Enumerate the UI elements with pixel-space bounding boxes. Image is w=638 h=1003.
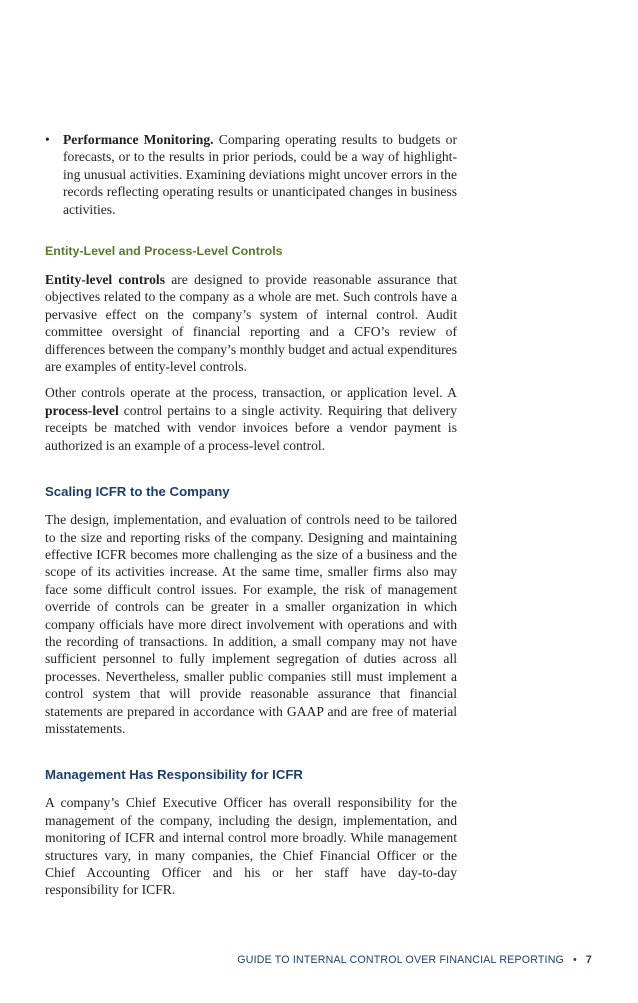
footer-title: GUIDE TO INTERNAL CONTROL OVER FINANCIAL REPORTING xyxy=(237,954,564,966)
paragraph-text: Other controls operate at the process, transaction, or application level. A xyxy=(45,385,457,401)
paragraph-text: control pertains to a single activity. Requiring that delivery receipts be matched with vendor invoices before a vendor payment is authorized is an example of a process-level control. xyxy=(45,402,457,453)
term-entity-level-controls: Entity-level controls xyxy=(45,272,166,288)
bullet-text: Comparing operating results to budgets or forecasts, or to the results in prior periods, could be a way of highlighting unusual activities. Examining deviations might uncover errors in the records reflecting operating results or unanticipated changes in business activities. xyxy=(63,132,457,217)
paragraph-process-level-controls xyxy=(45,384,457,454)
paragraph-text: are designed to provide reasonable assurance that objectives related to the company as a whole are met. Such controls have a pervasive effect on the company’s system of internal control. Audit committee oversight of financial reporting and a CFO’s review of differences between the company’s monthly budget and actual expenditures are examples of entity-level controls. xyxy=(45,272,458,375)
page-footer xyxy=(237,954,592,966)
bullet-marker: • xyxy=(45,132,50,147)
bullet-item-performance-monitoring xyxy=(45,131,457,218)
term-process-level: process-level xyxy=(45,402,119,418)
section-heading-scaling-icfr: Scaling ICFR to the Company xyxy=(45,484,230,500)
paragraph-management-responsibility: A company’s Chief Executive Officer has overall responsibility for the management of the company, including the design, implementation, and monitoring of ICFR and internal control more broadly. While management structures vary, in many companies, the Chief Financial Officer or the Chief Accounting Officer and his or her staff have day-to-day responsibility for ICFR. xyxy=(45,795,457,898)
bullet-title: Performance Monitoring. xyxy=(63,132,214,147)
paragraph-scaling-icfr: The design, implementation, and evaluation of controls need to be tailored to the size and reporting risks of the company. Designing and maintaining effective ICFR becomes more challenging as the size of a business and the scope of its activities increase. At the same time, smaller firms also may face some difficult control issues. For example, the risk of management override of controls can be greater in a smaller organization in which company officials have more direct involvement with operations and with the recording of transactions. In addition, a small company may not have sufficient personnel to fully implement segregation of duties across all processes. Nevertheless, smaller public companies still must implement a control system that will provide reasonable assurance that financial statements are prepared in accordance with GAAP and are free of material misstatements. xyxy=(45,512,457,736)
page-number: 7 xyxy=(585,954,592,966)
section-heading-entity-process-controls: Entity-Level and Process-Level Controls xyxy=(45,244,283,259)
section-heading-management-responsibility: Management Has Responsibility for ICFR xyxy=(45,767,303,783)
footer-separator: • xyxy=(572,954,577,966)
page-content xyxy=(45,131,457,908)
paragraph-entity-level-controls xyxy=(45,271,457,375)
